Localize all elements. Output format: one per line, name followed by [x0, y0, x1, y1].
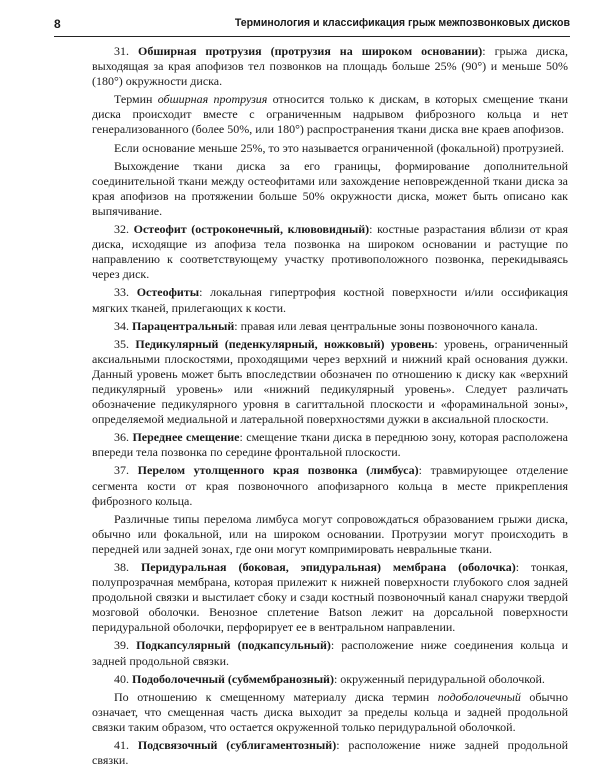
term-40: Подоболочечный (субмембранозный) [132, 671, 334, 686]
term-32: Остеофит (остроконечный, клювовидный) [133, 222, 370, 237]
paragraph-38: 38. Перидуральная (боковая, эпидуральная) мембрана (оболочка): тонкая, полупрозрачная мембрана, которая прилежит к нижней поверхности глубокого слоя задней продольной связки и выстилает сбоку и сзади костный позвоночный канал снаружи твердой мозговой оболочки. Венозное сплетение Batson лежит на дорсальной поверхности перидуральной оболочки, перфорирует ее в вентральном направлении. [92, 560, 569, 635]
paragraph-36: 36. Переднее смещение: смещение ткани диска в переднюю зону, которая расположена впереди тела позвонка по середине фронтальной плоскости. [92, 430, 569, 460]
term-35: Педикулярный (педенкулярный, ножковый) уровень [135, 336, 435, 351]
running-title: Терминология и классификация грыж межпозвонковых дисков [234, 17, 570, 29]
paragraph-40-note: По отношению к смещенному материалу диска термин подоболочечный обычно означает, что смещенная часть диска выходит за пределы кольца и задней продольной связки таким образом, что остается окруженной только перидуральной оболочкой. [92, 689, 569, 734]
term-34: Парацентральный [132, 318, 235, 333]
term-31: Обширная протрузия (протрузия на широком основании) [137, 44, 483, 58]
paragraph-35: 35. Педикулярный (педенкулярный, ножковый) уровень: уровень, ограниченный аксиальными плоскостями, проходящими через верхний и нижний край основания дужки. Данный уровень может быть впоследствии обозначен по отношению к диску как «верхний педикулярный уровень» или «нижний педикулярный уровень». Следует различать обозначение педикулярного уровня в сагиттальной плоскости и «фораминальной зоны», определяемой медиальной и латеральной поверхностями дужки в аксиальной плоскости. [92, 336, 568, 427]
paragraph-31-note-2: Если основание меньше 25%, то это называется ограниченной (фокальной) протрузией. [114, 140, 565, 155]
term-39: Подкапсулярный (подкапсульный) [136, 638, 331, 653]
paragraph-33: 33. Остеофиты: локальная гипертрофия костной поверхности и/или оссификация мягких тканей, прилегающих к кости. [92, 285, 568, 315]
term-37: Перелом утолщенного края позвонка (лимбуса) [137, 463, 419, 478]
paragraph-37: 37. Перелом утолщенного края позвонка (лимбуса): травмирующее отделение сегмента кости от края позвоночного апофизарного кольца в месте прикрепления фиброзного кольца. [92, 463, 569, 508]
paragraph-40: 40. Подоболочечный (субмембранозный): окруженный перидуральной оболочкой. [114, 671, 545, 686]
paragraph-34: 34. Парацентральный: правая или левая центральные зоны позвоночного канала. [114, 318, 538, 333]
page-header [54, 14, 570, 37]
paragraph-39: 39. Подкапсулярный (подкапсульный): расположение ниже соединения кольца и задней продольной связки. [92, 638, 569, 668]
paragraph-32: 32. Остеофит (остроконечный, клювовидный): костные разрастания вблизи от края диска, исходящие из апофиза тела позвонка на широком основании и растущие по направлению к соответствующему участку противоположного позвонка, перекидываясь через диск. [92, 222, 569, 282]
term-33: Остеофиты [136, 285, 200, 300]
term-38: Перидуральная (боковая, эпидуральная) мембрана (оболочка) [140, 560, 516, 574]
paragraph-31-note-1: Термин обширная протрузия относится только к дискам, в которых смещение ткани диска происходит вместе с ограниченным надрывом фиброзного кольца и нет генерализованного (более 50%, или 180°) распространения ткани диска вне краев апофизов. [92, 92, 569, 137]
paragraph-31-note-3: Выхождение ткани диска за его границы, формирование дополнительной соединительной ткани между остеофитами или захождение неповрежденной ткани диска за края апофизов на протяжении больше 50% окружности диска, может быть описано как выпячивание. [92, 158, 568, 218]
page-number: 8 [54, 17, 61, 31]
term-41: Подсвязочный (сублигаментозный) [137, 738, 337, 753]
paragraph-41: 41. Подсвязочный (сублигаментозный): расположение ниже задней продольной связки. [92, 738, 568, 768]
paragraph-31: 31. Обширная протрузия (протрузия на широком основании): грыжа диска, выходящая за края апофизов тел позвонков на площадь больше 25% (90°) и меньше 50% (180°) окружности диска. [92, 44, 568, 89]
term-36: Переднее смещение [132, 430, 240, 445]
body-text [92, 44, 568, 771]
paragraph-37-note: Различные типы перелома лимбуса могут сопровождаться образованием грыжи диска, обычно или фокальной, или на широком основании. Протрузии могут происходить в передней или задней зонах, где они могут компримировать невральные ткани. [92, 511, 568, 556]
